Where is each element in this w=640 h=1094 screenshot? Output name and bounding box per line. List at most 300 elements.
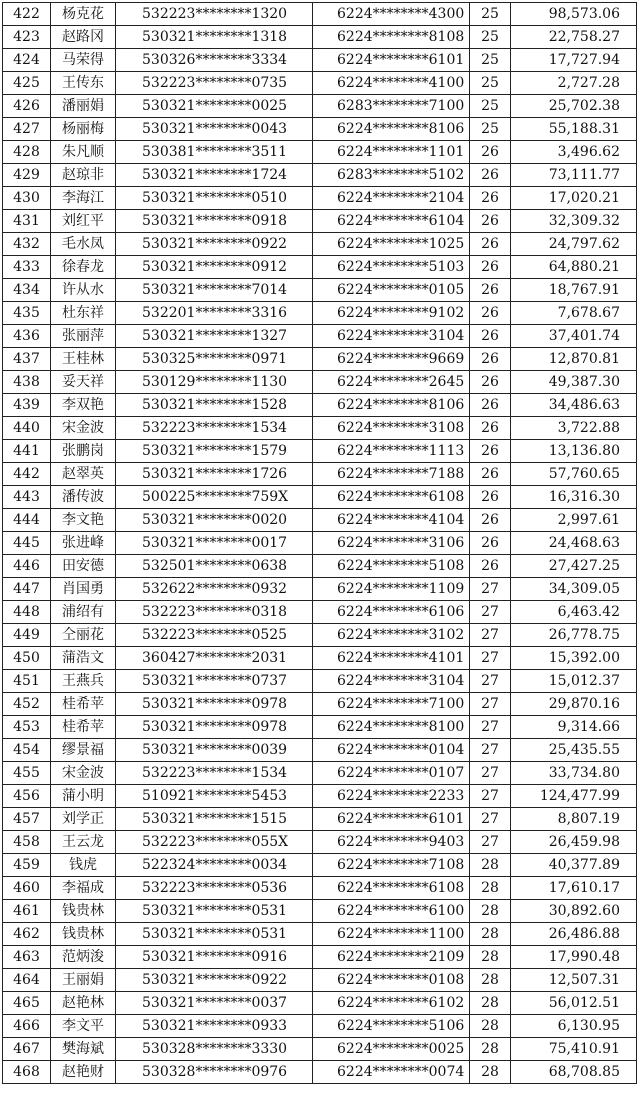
row-number-cell: 432: [3, 233, 51, 256]
person-name-cell: 田安德: [51, 555, 116, 578]
row-number-cell: 454: [3, 739, 51, 762]
id-number-cell: 510921********5453: [116, 785, 313, 808]
id-number-cell: 532223********1534: [116, 762, 313, 785]
amount-cell: 75,410.91: [511, 1038, 637, 1061]
table-row: [3, 532, 637, 555]
amount-cell: 16,316.30: [511, 486, 637, 509]
id-number-cell: 532622********0932: [116, 578, 313, 601]
person-name-cell: 桂希苹: [51, 716, 116, 739]
person-name-cell: 李福成: [51, 877, 116, 900]
person-name-cell: 赵路冈: [51, 26, 116, 49]
person-name-cell: 李海江: [51, 187, 116, 210]
table-row: [3, 1038, 637, 1061]
row-number-cell: 461: [3, 900, 51, 923]
card-number-cell: 6224********4104: [313, 509, 470, 532]
card-number-cell: 6283********7100: [313, 95, 470, 118]
id-number-cell: 530321********0918: [116, 210, 313, 233]
person-name-cell: 杨丽梅: [51, 118, 116, 141]
row-number-cell: 440: [3, 417, 51, 440]
id-number-cell: 530321********0017: [116, 532, 313, 555]
group-number-cell: 26: [470, 187, 511, 210]
person-name-cell: 仝丽花: [51, 624, 116, 647]
group-number-cell: 26: [470, 555, 511, 578]
table-row: [3, 325, 637, 348]
amount-cell: 18,767.91: [511, 279, 637, 302]
id-number-cell: 530328********3330: [116, 1038, 313, 1061]
id-number-cell: 522324********0034: [116, 854, 313, 877]
table-row: [3, 440, 637, 463]
card-number-cell: 6224********9669: [313, 348, 470, 371]
row-number-cell: 459: [3, 854, 51, 877]
table-row: [3, 210, 637, 233]
table-row: [3, 49, 637, 72]
row-number-cell: 453: [3, 716, 51, 739]
id-number-cell: 530321********0037: [116, 992, 313, 1015]
records-table: [2, 2, 637, 1084]
group-number-cell: 27: [470, 601, 511, 624]
card-number-cell: 6224********7188: [313, 463, 470, 486]
row-number-cell: 449: [3, 624, 51, 647]
id-number-cell: 530326********3334: [116, 49, 313, 72]
amount-cell: 73,111.77: [511, 164, 637, 187]
person-name-cell: 王丽娟: [51, 969, 116, 992]
group-number-cell: 27: [470, 578, 511, 601]
id-number-cell: 530321********0043: [116, 118, 313, 141]
group-number-cell: 28: [470, 923, 511, 946]
amount-cell: 7,678.67: [511, 302, 637, 325]
person-name-cell: 毛水凤: [51, 233, 116, 256]
amount-cell: 22,758.27: [511, 26, 637, 49]
amount-cell: 17,020.21: [511, 187, 637, 210]
card-number-cell: 6224********0107: [313, 762, 470, 785]
row-number-cell: 442: [3, 463, 51, 486]
amount-cell: 26,459.98: [511, 831, 637, 854]
amount-cell: 6,463.42: [511, 601, 637, 624]
row-number-cell: 434: [3, 279, 51, 302]
table-row: [3, 624, 637, 647]
group-number-cell: 26: [470, 463, 511, 486]
amount-cell: 8,807.19: [511, 808, 637, 831]
row-number-cell: 458: [3, 831, 51, 854]
id-number-cell: 530321********1528: [116, 394, 313, 417]
row-number-cell: 422: [3, 3, 51, 26]
amount-cell: 29,870.16: [511, 693, 637, 716]
id-number-cell: 532201********3316: [116, 302, 313, 325]
person-name-cell: 李文平: [51, 1015, 116, 1038]
amount-cell: 15,392.00: [511, 647, 637, 670]
id-number-cell: 530321********7014: [116, 279, 313, 302]
person-name-cell: 王传东: [51, 72, 116, 95]
group-number-cell: 26: [470, 371, 511, 394]
table-row: [3, 509, 637, 532]
person-name-cell: 钱贵林: [51, 900, 116, 923]
id-number-cell: 532223********055X: [116, 831, 313, 854]
id-number-cell: 530321********0039: [116, 739, 313, 762]
row-number-cell: 462: [3, 923, 51, 946]
person-name-cell: 朱凡顺: [51, 141, 116, 164]
id-number-cell: 530321********0531: [116, 923, 313, 946]
id-number-cell: 530321********0020: [116, 509, 313, 532]
amount-cell: 15,012.37: [511, 670, 637, 693]
person-name-cell: 赵艳财: [51, 1061, 116, 1084]
id-number-cell: 530321********1724: [116, 164, 313, 187]
group-number-cell: 26: [470, 417, 511, 440]
amount-cell: 17,727.94: [511, 49, 637, 72]
table-row: [3, 486, 637, 509]
table-row: [3, 923, 637, 946]
person-name-cell: 潘丽娟: [51, 95, 116, 118]
group-number-cell: 27: [470, 693, 511, 716]
id-number-cell: 530321********1515: [116, 808, 313, 831]
group-number-cell: 25: [470, 72, 511, 95]
person-name-cell: 刘红平: [51, 210, 116, 233]
table-row: [3, 555, 637, 578]
person-name-cell: 蒲小明: [51, 785, 116, 808]
person-name-cell: 刘学正: [51, 808, 116, 831]
group-number-cell: 28: [470, 1015, 511, 1038]
table-row: [3, 693, 637, 716]
card-number-cell: 6224********0104: [313, 739, 470, 762]
row-number-cell: 427: [3, 118, 51, 141]
person-name-cell: 许从水: [51, 279, 116, 302]
table-row: [3, 739, 637, 762]
card-number-cell: 6224********6108: [313, 486, 470, 509]
id-number-cell: 530381********3511: [116, 141, 313, 164]
amount-cell: 57,760.65: [511, 463, 637, 486]
card-number-cell: 6224********6101: [313, 49, 470, 72]
id-number-cell: 530321********0916: [116, 946, 313, 969]
group-number-cell: 28: [470, 854, 511, 877]
id-number-cell: 530129********1130: [116, 371, 313, 394]
amount-cell: 24,797.62: [511, 233, 637, 256]
group-number-cell: 27: [470, 785, 511, 808]
card-number-cell: 6224********4101: [313, 647, 470, 670]
id-number-cell: 530321********1579: [116, 440, 313, 463]
card-number-cell: 6224********6106: [313, 601, 470, 624]
table-row: [3, 716, 637, 739]
id-number-cell: 532223********0525: [116, 624, 313, 647]
card-number-cell: 6283********5102: [313, 164, 470, 187]
id-number-cell: 530321********0025: [116, 95, 313, 118]
person-name-cell: 张丽萍: [51, 325, 116, 348]
table-row: [3, 785, 637, 808]
table-row: [3, 3, 637, 26]
table-row: [3, 1061, 637, 1084]
row-number-cell: 437: [3, 348, 51, 371]
card-number-cell: 6224********0108: [313, 969, 470, 992]
table-row: [3, 1015, 637, 1038]
table-row: [3, 670, 637, 693]
person-name-cell: 宋金波: [51, 417, 116, 440]
person-name-cell: 王燕兵: [51, 670, 116, 693]
person-name-cell: 王桂林: [51, 348, 116, 371]
card-number-cell: 6224********3108: [313, 417, 470, 440]
card-number-cell: 6224********9403: [313, 831, 470, 854]
row-number-cell: 451: [3, 670, 51, 693]
card-number-cell: 6224********3104: [313, 670, 470, 693]
table-row: [3, 371, 637, 394]
group-number-cell: 28: [470, 946, 511, 969]
table-row: [3, 647, 637, 670]
person-name-cell: 王云龙: [51, 831, 116, 854]
card-number-cell: 6224********8108: [313, 26, 470, 49]
row-number-cell: 426: [3, 95, 51, 118]
id-number-cell: 530321********0531: [116, 900, 313, 923]
table-row: [3, 302, 637, 325]
id-number-cell: 530321********0922: [116, 233, 313, 256]
row-number-cell: 466: [3, 1015, 51, 1038]
person-name-cell: 桂希苹: [51, 693, 116, 716]
card-number-cell: 6224********2109: [313, 946, 470, 969]
card-number-cell: 6224********0074: [313, 1061, 470, 1084]
group-number-cell: 28: [470, 1061, 511, 1084]
table-row: [3, 762, 637, 785]
amount-cell: 124,477.99: [511, 785, 637, 808]
id-number-cell: 532223********1534: [116, 417, 313, 440]
table-row: [3, 992, 637, 1015]
row-number-cell: 467: [3, 1038, 51, 1061]
group-number-cell: 25: [470, 26, 511, 49]
table-row: [3, 164, 637, 187]
amount-cell: 3,496.62: [511, 141, 637, 164]
table-row: [3, 417, 637, 440]
person-name-cell: 潘传波: [51, 486, 116, 509]
group-number-cell: 28: [470, 1038, 511, 1061]
card-number-cell: 6224********1113: [313, 440, 470, 463]
table-row: [3, 187, 637, 210]
id-number-cell: 530328********0976: [116, 1061, 313, 1084]
row-number-cell: 431: [3, 210, 51, 233]
person-name-cell: 李文艳: [51, 509, 116, 532]
id-number-cell: 360427********2031: [116, 647, 313, 670]
person-name-cell: 妥天祥: [51, 371, 116, 394]
card-number-cell: 6224********8106: [313, 118, 470, 141]
row-number-cell: 446: [3, 555, 51, 578]
table-row: [3, 601, 637, 624]
amount-cell: 37,401.74: [511, 325, 637, 348]
table-row: [3, 463, 637, 486]
amount-cell: 24,468.63: [511, 532, 637, 555]
card-number-cell: 6224********3102: [313, 624, 470, 647]
id-number-cell: 530321********0737: [116, 670, 313, 693]
group-number-cell: 27: [470, 739, 511, 762]
group-number-cell: 26: [470, 233, 511, 256]
table-row: [3, 279, 637, 302]
id-number-cell: 530321********1318: [116, 26, 313, 49]
group-number-cell: 27: [470, 670, 511, 693]
row-number-cell: 435: [3, 302, 51, 325]
person-name-cell: 徐春龙: [51, 256, 116, 279]
group-number-cell: 28: [470, 969, 511, 992]
amount-cell: 55,188.31: [511, 118, 637, 141]
table-row: [3, 95, 637, 118]
group-number-cell: 26: [470, 279, 511, 302]
row-number-cell: 441: [3, 440, 51, 463]
row-number-cell: 468: [3, 1061, 51, 1084]
group-number-cell: 28: [470, 900, 511, 923]
row-number-cell: 463: [3, 946, 51, 969]
card-number-cell: 6224********3104: [313, 325, 470, 348]
group-number-cell: 28: [470, 992, 511, 1015]
amount-cell: 12,507.31: [511, 969, 637, 992]
id-number-cell: 532223********1320: [116, 3, 313, 26]
amount-cell: 26,778.75: [511, 624, 637, 647]
person-name-cell: 杨克花: [51, 3, 116, 26]
person-name-cell: 樊海斌: [51, 1038, 116, 1061]
records-table-body: [3, 3, 637, 1084]
card-number-cell: 6224********2645: [313, 371, 470, 394]
amount-cell: 6,130.95: [511, 1015, 637, 1038]
amount-cell: 2,997.61: [511, 509, 637, 532]
row-number-cell: 429: [3, 164, 51, 187]
row-number-cell: 448: [3, 601, 51, 624]
amount-cell: 56,012.51: [511, 992, 637, 1015]
amount-cell: 30,892.60: [511, 900, 637, 923]
group-number-cell: 26: [470, 348, 511, 371]
amount-cell: 13,136.80: [511, 440, 637, 463]
row-number-cell: 433: [3, 256, 51, 279]
person-name-cell: 钱虎: [51, 854, 116, 877]
person-name-cell: 赵琼非: [51, 164, 116, 187]
person-name-cell: 张鹏岗: [51, 440, 116, 463]
row-number-cell: 447: [3, 578, 51, 601]
amount-cell: 98,573.06: [511, 3, 637, 26]
row-number-cell: 443: [3, 486, 51, 509]
row-number-cell: 460: [3, 877, 51, 900]
card-number-cell: 6224********2104: [313, 187, 470, 210]
card-number-cell: 6224********6102: [313, 992, 470, 1015]
card-number-cell: 6224********1101: [313, 141, 470, 164]
person-name-cell: 张进峰: [51, 532, 116, 555]
group-number-cell: 26: [470, 532, 511, 555]
group-number-cell: 27: [470, 624, 511, 647]
card-number-cell: 6224********6100: [313, 900, 470, 923]
amount-cell: 17,990.48: [511, 946, 637, 969]
group-number-cell: 27: [470, 762, 511, 785]
card-number-cell: 6224********1109: [313, 578, 470, 601]
card-number-cell: 6224********5103: [313, 256, 470, 279]
row-number-cell: 457: [3, 808, 51, 831]
row-number-cell: 444: [3, 509, 51, 532]
id-number-cell: 530321********0978: [116, 693, 313, 716]
card-number-cell: 6224********8100: [313, 716, 470, 739]
person-name-cell: 赵翠英: [51, 463, 116, 486]
table-row: [3, 256, 637, 279]
group-number-cell: 25: [470, 118, 511, 141]
row-number-cell: 438: [3, 371, 51, 394]
card-number-cell: 6224********6108: [313, 877, 470, 900]
row-number-cell: 445: [3, 532, 51, 555]
table-row: [3, 900, 637, 923]
person-name-cell: 肖国勇: [51, 578, 116, 601]
card-number-cell: 6224********7100: [313, 693, 470, 716]
id-number-cell: 530321********0933: [116, 1015, 313, 1038]
person-name-cell: 李双艳: [51, 394, 116, 417]
person-name-cell: 赵艳林: [51, 992, 116, 1015]
row-number-cell: 436: [3, 325, 51, 348]
table-row: [3, 72, 637, 95]
amount-cell: 68,708.85: [511, 1061, 637, 1084]
table-row: [3, 969, 637, 992]
card-number-cell: 6224********0025: [313, 1038, 470, 1061]
group-number-cell: 27: [470, 808, 511, 831]
table-row: [3, 877, 637, 900]
group-number-cell: 27: [470, 716, 511, 739]
group-number-cell: 25: [470, 49, 511, 72]
group-number-cell: 27: [470, 831, 511, 854]
id-number-cell: 532501********0638: [116, 555, 313, 578]
amount-cell: 3,722.88: [511, 417, 637, 440]
table-row: [3, 233, 637, 256]
amount-cell: 49,387.30: [511, 371, 637, 394]
table-row: [3, 118, 637, 141]
row-number-cell: 430: [3, 187, 51, 210]
group-number-cell: 26: [470, 210, 511, 233]
card-number-cell: 6224********3106: [313, 532, 470, 555]
group-number-cell: 25: [470, 95, 511, 118]
amount-cell: 33,734.80: [511, 762, 637, 785]
table-row: [3, 394, 637, 417]
amount-cell: 64,880.21: [511, 256, 637, 279]
table-row: [3, 831, 637, 854]
row-number-cell: 423: [3, 26, 51, 49]
amount-cell: 26,486.88: [511, 923, 637, 946]
amount-cell: 12,870.81: [511, 348, 637, 371]
group-number-cell: 26: [470, 509, 511, 532]
amount-cell: 2,727.28: [511, 72, 637, 95]
row-number-cell: 465: [3, 992, 51, 1015]
card-number-cell: 6224********7108: [313, 854, 470, 877]
group-number-cell: 26: [470, 141, 511, 164]
person-name-cell: 缪景福: [51, 739, 116, 762]
amount-cell: 40,377.89: [511, 854, 637, 877]
id-number-cell: 530321********0978: [116, 716, 313, 739]
group-number-cell: 26: [470, 486, 511, 509]
id-number-cell: 530321********1327: [116, 325, 313, 348]
group-number-cell: 26: [470, 164, 511, 187]
card-number-cell: 6224********1100: [313, 923, 470, 946]
amount-cell: 32,309.32: [511, 210, 637, 233]
card-number-cell: 6224********4100: [313, 72, 470, 95]
table-row: [3, 578, 637, 601]
id-number-cell: 532223********0318: [116, 601, 313, 624]
card-number-cell: 6224********1025: [313, 233, 470, 256]
id-number-cell: 532223********0536: [116, 877, 313, 900]
group-number-cell: 26: [470, 394, 511, 417]
card-number-cell: 6224********8106: [313, 394, 470, 417]
group-number-cell: 26: [470, 256, 511, 279]
group-number-cell: 27: [470, 647, 511, 670]
card-number-cell: 6224********5108: [313, 555, 470, 578]
amount-cell: 27,427.25: [511, 555, 637, 578]
card-number-cell: 6224********5106: [313, 1015, 470, 1038]
id-number-cell: 500225********759X: [116, 486, 313, 509]
table-row: [3, 808, 637, 831]
row-number-cell: 450: [3, 647, 51, 670]
row-number-cell: 428: [3, 141, 51, 164]
person-name-cell: 杜东祥: [51, 302, 116, 325]
row-number-cell: 464: [3, 969, 51, 992]
id-number-cell: 530321********0922: [116, 969, 313, 992]
card-number-cell: 6224********4300: [313, 3, 470, 26]
table-row: [3, 854, 637, 877]
person-name-cell: 浦绍有: [51, 601, 116, 624]
card-number-cell: 6224********9102: [313, 302, 470, 325]
card-number-cell: 6224********6101: [313, 808, 470, 831]
card-number-cell: 6224********0105: [313, 279, 470, 302]
card-number-cell: 6224********2233: [313, 785, 470, 808]
row-number-cell: 425: [3, 72, 51, 95]
